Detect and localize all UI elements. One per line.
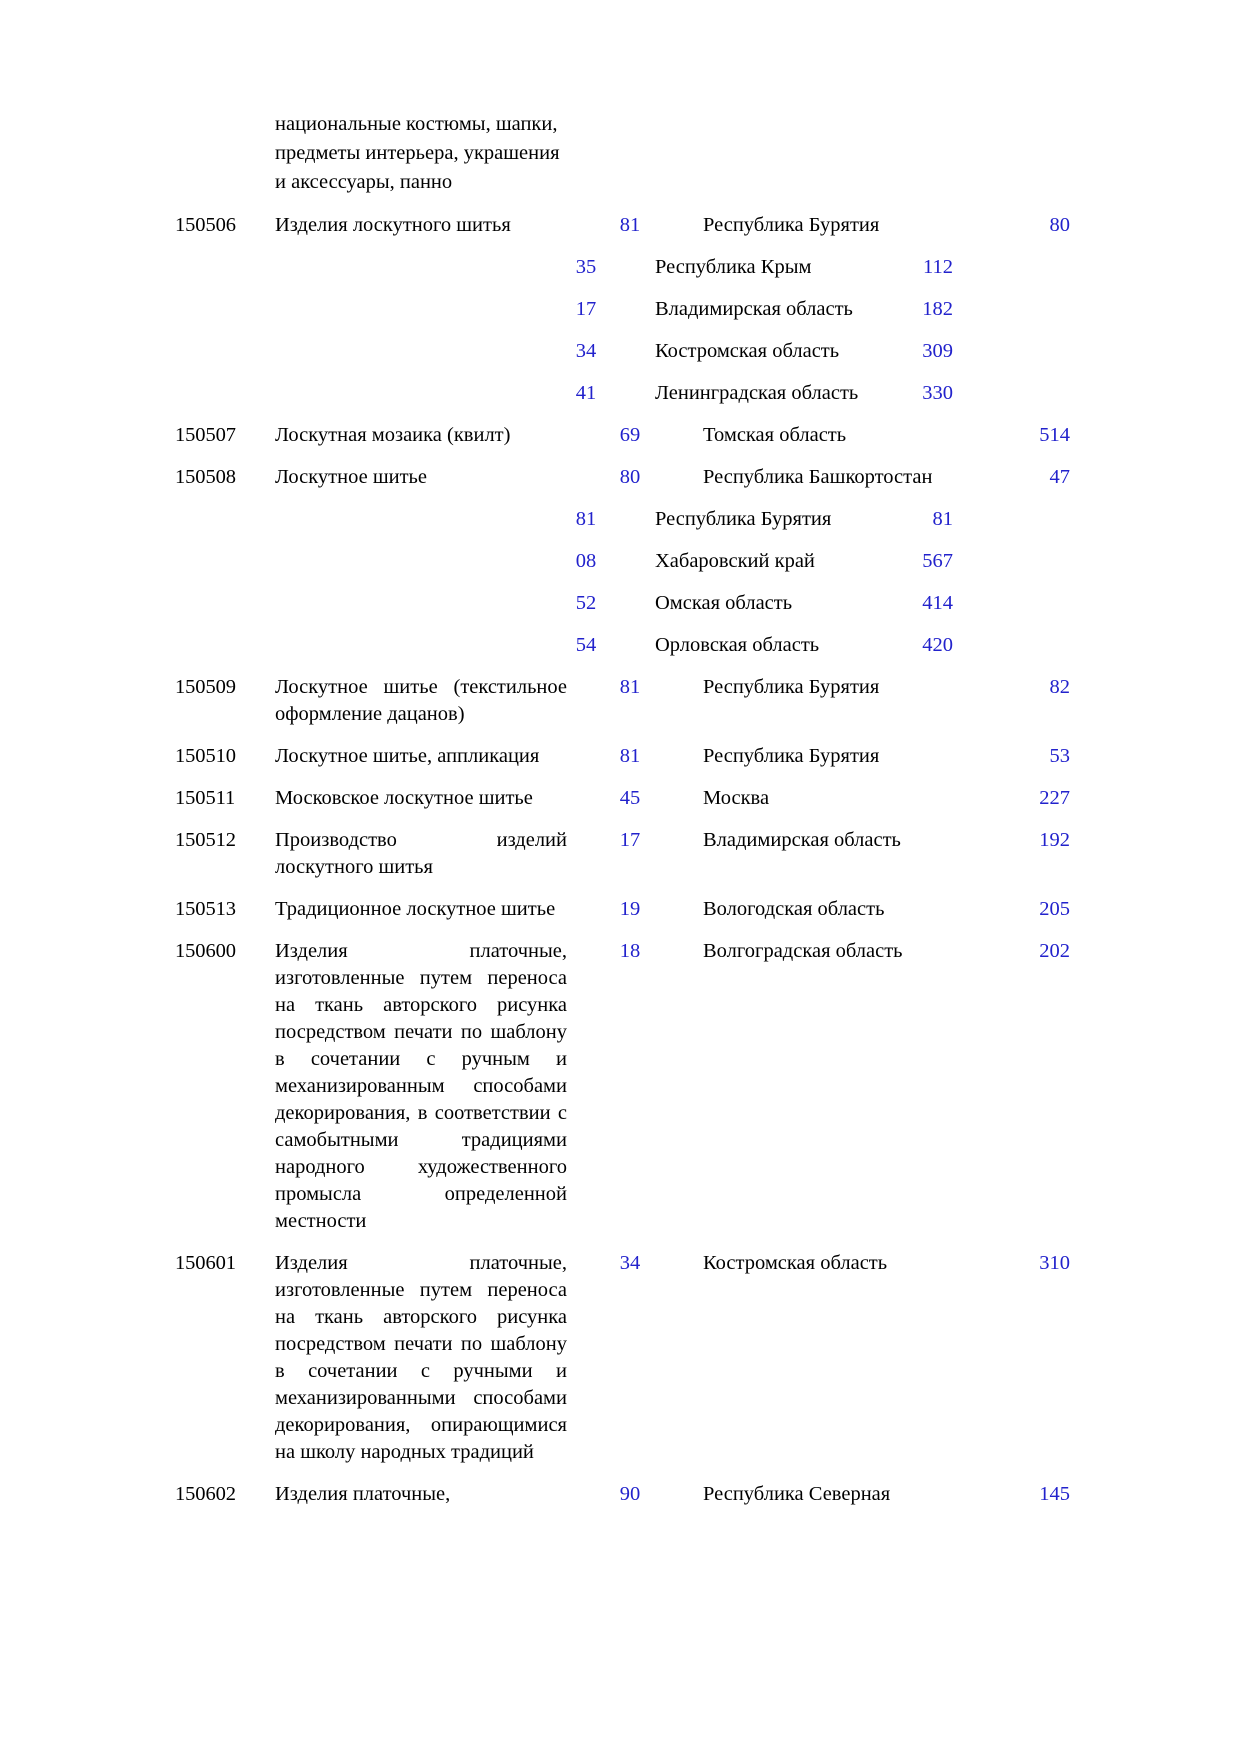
registry-table xyxy=(175,110,1070,1523)
region-code: 35 xyxy=(575,256,597,278)
region-code: 19 xyxy=(619,898,641,920)
row-spacer xyxy=(175,881,1070,896)
entry-name-line: Лоскутная мозаика (квилт) xyxy=(275,424,511,446)
row-spacer-cell xyxy=(175,728,1070,743)
region-name: Республика Северная xyxy=(703,1483,891,1505)
region-code: 45 xyxy=(619,787,641,809)
continuation-paragraph xyxy=(275,110,605,197)
table-row xyxy=(175,422,1070,449)
region-name: Томская область xyxy=(703,424,847,446)
region-name: Владимирская область xyxy=(703,829,901,851)
entry-name xyxy=(275,674,567,728)
record-number: 53 xyxy=(1049,745,1070,767)
table-row xyxy=(175,674,1070,728)
column-gap xyxy=(567,785,605,812)
column-gap xyxy=(263,938,275,1235)
continuation-line-1: национальные костюмы, шапки, xyxy=(275,113,558,135)
row-spacer xyxy=(175,1235,1070,1250)
record-number: 82 xyxy=(1049,676,1070,698)
entry-name-line: Изделия платочные, xyxy=(275,1252,567,1274)
row-spacer xyxy=(175,812,1070,827)
entry-name-line: посредством печати по шаблону xyxy=(275,1021,567,1043)
column-gap xyxy=(655,827,703,881)
row-spacer-cell xyxy=(175,770,1070,785)
record-number: 202 xyxy=(1039,940,1070,962)
column-gap xyxy=(263,533,275,575)
entry-name-line: Изделия лоскутного шитья xyxy=(275,214,511,236)
entry-code: 150509 xyxy=(175,676,236,698)
entry-name-line: механизированным способами xyxy=(275,1075,567,1097)
table-row xyxy=(175,212,1070,239)
spacer xyxy=(175,197,1070,212)
entry-name-line: на ткань авторского рисунка xyxy=(275,1306,567,1328)
region-name: Владимирская область xyxy=(655,298,853,320)
record-number: 414 xyxy=(922,592,953,614)
entry-name-line: Изделия платочные, xyxy=(275,940,567,962)
entry-name-line: Изделия платочные, xyxy=(275,1483,451,1505)
record-number: 330 xyxy=(922,382,953,404)
entry-code: 150507 xyxy=(175,424,236,446)
entry-code: 150506 xyxy=(175,214,236,236)
region-code: 81 xyxy=(575,508,597,530)
column-gap xyxy=(655,938,703,1235)
entry-name-line: изготовленные путем переноса xyxy=(275,967,567,989)
record-number: 227 xyxy=(1039,787,1070,809)
region-name: Республика Бурятия xyxy=(655,508,832,530)
record-number: 192 xyxy=(1039,829,1070,851)
column-gap xyxy=(263,365,275,407)
region-name: Москва xyxy=(703,787,770,809)
region-name: Республика Бурятия xyxy=(703,214,880,236)
region-name: Омская область xyxy=(655,592,793,614)
region-code: 81 xyxy=(619,745,641,767)
entry-name-line: Московское лоскутное шитье xyxy=(275,787,533,809)
record-number: 205 xyxy=(1039,898,1070,920)
entry-name-line: Производство изделий xyxy=(275,829,567,851)
table-row xyxy=(175,1481,1070,1508)
column-gap xyxy=(567,743,605,770)
region-name: Костромская область xyxy=(655,340,840,362)
column-gap xyxy=(263,896,275,923)
column-gap xyxy=(605,491,655,533)
entry-code: 150508 xyxy=(175,466,236,488)
region-code: 34 xyxy=(619,1252,641,1274)
column-gap xyxy=(263,743,275,770)
record-number: 310 xyxy=(1039,1252,1070,1274)
column-gap xyxy=(263,491,275,533)
column-gap xyxy=(263,422,275,449)
region-name: Орловская область xyxy=(655,634,820,656)
row-spacer-cell xyxy=(175,407,1070,422)
continuation-line-2: предметы интерьера, украшения xyxy=(275,142,560,164)
row-spacer xyxy=(175,659,1070,674)
record-number: 145 xyxy=(1039,1483,1070,1505)
region-code: 08 xyxy=(575,550,597,572)
entry-name xyxy=(275,464,567,659)
table-row xyxy=(175,464,1070,491)
entry-code: 150602 xyxy=(175,1483,236,1505)
registry-table-body xyxy=(175,110,1070,1523)
empty-code-cell xyxy=(175,110,263,197)
column-gap xyxy=(655,896,703,923)
row-spacer-cell xyxy=(175,923,1070,938)
region-code: 17 xyxy=(575,298,597,320)
column-gap xyxy=(655,1481,703,1508)
entry-name-line: на школу народных традиций xyxy=(275,1441,534,1463)
column-gap xyxy=(655,1250,703,1466)
entry-name xyxy=(275,827,567,881)
region-name: Республика Бурятия xyxy=(703,676,880,698)
region-code: 52 xyxy=(575,592,597,614)
table-row xyxy=(175,743,1070,770)
column-gap xyxy=(263,827,275,881)
region-name: Ленинградская область xyxy=(655,382,859,404)
column-gap xyxy=(263,239,275,281)
column-gap xyxy=(263,1481,275,1508)
entry-code: 150511 xyxy=(175,787,236,809)
table-row xyxy=(175,827,1070,881)
column-gap xyxy=(263,617,275,659)
record-number: 80 xyxy=(1049,214,1070,236)
entry-name xyxy=(275,785,567,812)
entry-name xyxy=(275,422,567,449)
region-code: 80 xyxy=(619,466,641,488)
record-number: 309 xyxy=(922,340,953,362)
column-gap xyxy=(567,464,605,491)
entry-name-line: Лоскутное шитье, аппликация xyxy=(275,745,540,767)
region-name: Республика Башкортостан xyxy=(703,466,933,488)
region-name: Хабаровский край xyxy=(655,550,815,572)
column-gap xyxy=(263,464,275,491)
row-spacer xyxy=(175,770,1070,785)
entry-name-line: оформление дацанов) xyxy=(275,703,465,725)
entry-name xyxy=(275,212,567,407)
column-gap xyxy=(605,575,655,617)
column-gap xyxy=(655,212,703,239)
row-spacer-cell xyxy=(175,659,1070,674)
region-name: Костромская область xyxy=(703,1252,888,1274)
entry-name-line: промысла определенной xyxy=(275,1183,567,1205)
entry-name-line: посредством печати по шаблону xyxy=(275,1333,567,1355)
column-gap xyxy=(605,533,655,575)
row-spacer xyxy=(175,1508,1070,1523)
entry-name-line: Традиционное лоскутное шитье xyxy=(275,898,556,920)
column-gap xyxy=(263,1250,275,1466)
entry-name xyxy=(275,938,567,1235)
column-gap xyxy=(567,212,605,239)
record-number: 420 xyxy=(922,634,953,656)
row-spacer-cell xyxy=(175,881,1070,896)
column-gap xyxy=(263,212,275,239)
region-code: 81 xyxy=(619,676,641,698)
column-gap xyxy=(263,575,275,617)
column-gap xyxy=(605,281,655,323)
region-code: 54 xyxy=(575,634,597,656)
region-code: 90 xyxy=(619,1483,641,1505)
entry-name xyxy=(275,1481,567,1508)
column-gap xyxy=(567,1481,605,1508)
record-number: 514 xyxy=(1039,424,1070,446)
entry-name-line: на ткань авторского рисунка xyxy=(275,994,567,1016)
column-gap xyxy=(655,785,703,812)
row-spacer xyxy=(175,728,1070,743)
entry-name-line: декорирования, в соответствии с xyxy=(275,1102,567,1124)
entry-name-line: лоскутного шитья xyxy=(275,856,433,878)
column-gap xyxy=(567,896,605,923)
row-spacer xyxy=(175,449,1070,464)
entry-name-line: местности xyxy=(275,1210,367,1232)
column-gap xyxy=(655,674,703,728)
region-code: 81 xyxy=(619,214,641,236)
continuation-row xyxy=(175,110,1070,197)
row-spacer xyxy=(175,923,1070,938)
row-spacer-cell xyxy=(175,1508,1070,1523)
table-row xyxy=(175,785,1070,812)
entry-code: 150512 xyxy=(175,829,236,851)
column-gap xyxy=(655,464,703,491)
region-code: 17 xyxy=(619,829,641,851)
table-row xyxy=(175,1250,1070,1466)
entry-code: 150601 xyxy=(175,1252,236,1274)
column-gap xyxy=(263,323,275,365)
region-name: Волгоградская область xyxy=(703,940,903,962)
entry-name xyxy=(275,896,567,923)
entry-name-line: механизированными способами xyxy=(275,1387,567,1409)
column-gap xyxy=(567,827,605,881)
table-row xyxy=(175,896,1070,923)
column-gap xyxy=(263,674,275,728)
entry-code: 150510 xyxy=(175,745,236,767)
region-code: 18 xyxy=(619,940,641,962)
row-spacer xyxy=(175,1466,1070,1481)
row-spacer-cell xyxy=(175,449,1070,464)
column-gap xyxy=(655,422,703,449)
entry-name-line: в сочетании с ручным и xyxy=(275,1048,567,1070)
column-gap xyxy=(605,239,655,281)
column-gap xyxy=(567,422,605,449)
entry-name-line: в сочетании с ручными и xyxy=(275,1360,567,1382)
entry-name-line: Лоскутное шитье xyxy=(275,466,427,488)
entry-code: 150600 xyxy=(175,940,236,962)
column-gap xyxy=(605,323,655,365)
row-spacer-cell xyxy=(175,1466,1070,1481)
record-number: 47 xyxy=(1049,466,1070,488)
table-row xyxy=(175,938,1070,1235)
column-gap xyxy=(567,938,605,1235)
entry-name xyxy=(275,1250,567,1466)
entry-name-line: самобытными традициями xyxy=(275,1129,567,1151)
record-number: 567 xyxy=(922,550,953,572)
region-code: 69 xyxy=(619,424,641,446)
entry-code: 150513 xyxy=(175,898,236,920)
record-number: 81 xyxy=(932,508,953,530)
column-gap xyxy=(263,281,275,323)
column-gap xyxy=(605,617,655,659)
entry-name-line: народного художественного xyxy=(275,1156,567,1178)
entry-name-line: декорирования, опирающимися xyxy=(275,1414,567,1436)
column-gap xyxy=(567,674,605,728)
entry-name-line: изготовленные путем переноса xyxy=(275,1279,567,1301)
continuation-line-3: и аксессуары, панно xyxy=(275,171,453,193)
region-name: Вологодская область xyxy=(703,898,885,920)
column-gap xyxy=(263,785,275,812)
region-code: 34 xyxy=(575,340,597,362)
region-name: Республика Крым xyxy=(655,256,812,278)
row-spacer-cell xyxy=(175,812,1070,827)
row-spacer-cell xyxy=(175,1235,1070,1250)
column-gap xyxy=(605,365,655,407)
record-number: 112 xyxy=(923,256,953,278)
region-code: 41 xyxy=(575,382,597,404)
region-name: Республика Бурятия xyxy=(703,745,880,767)
record-number: 182 xyxy=(922,298,953,320)
column-gap xyxy=(655,743,703,770)
entry-name-line: Лоскутное шитье (текстильное xyxy=(275,676,567,698)
row-spacer xyxy=(175,407,1070,422)
entry-name xyxy=(275,743,567,770)
column-gap xyxy=(567,1250,605,1466)
